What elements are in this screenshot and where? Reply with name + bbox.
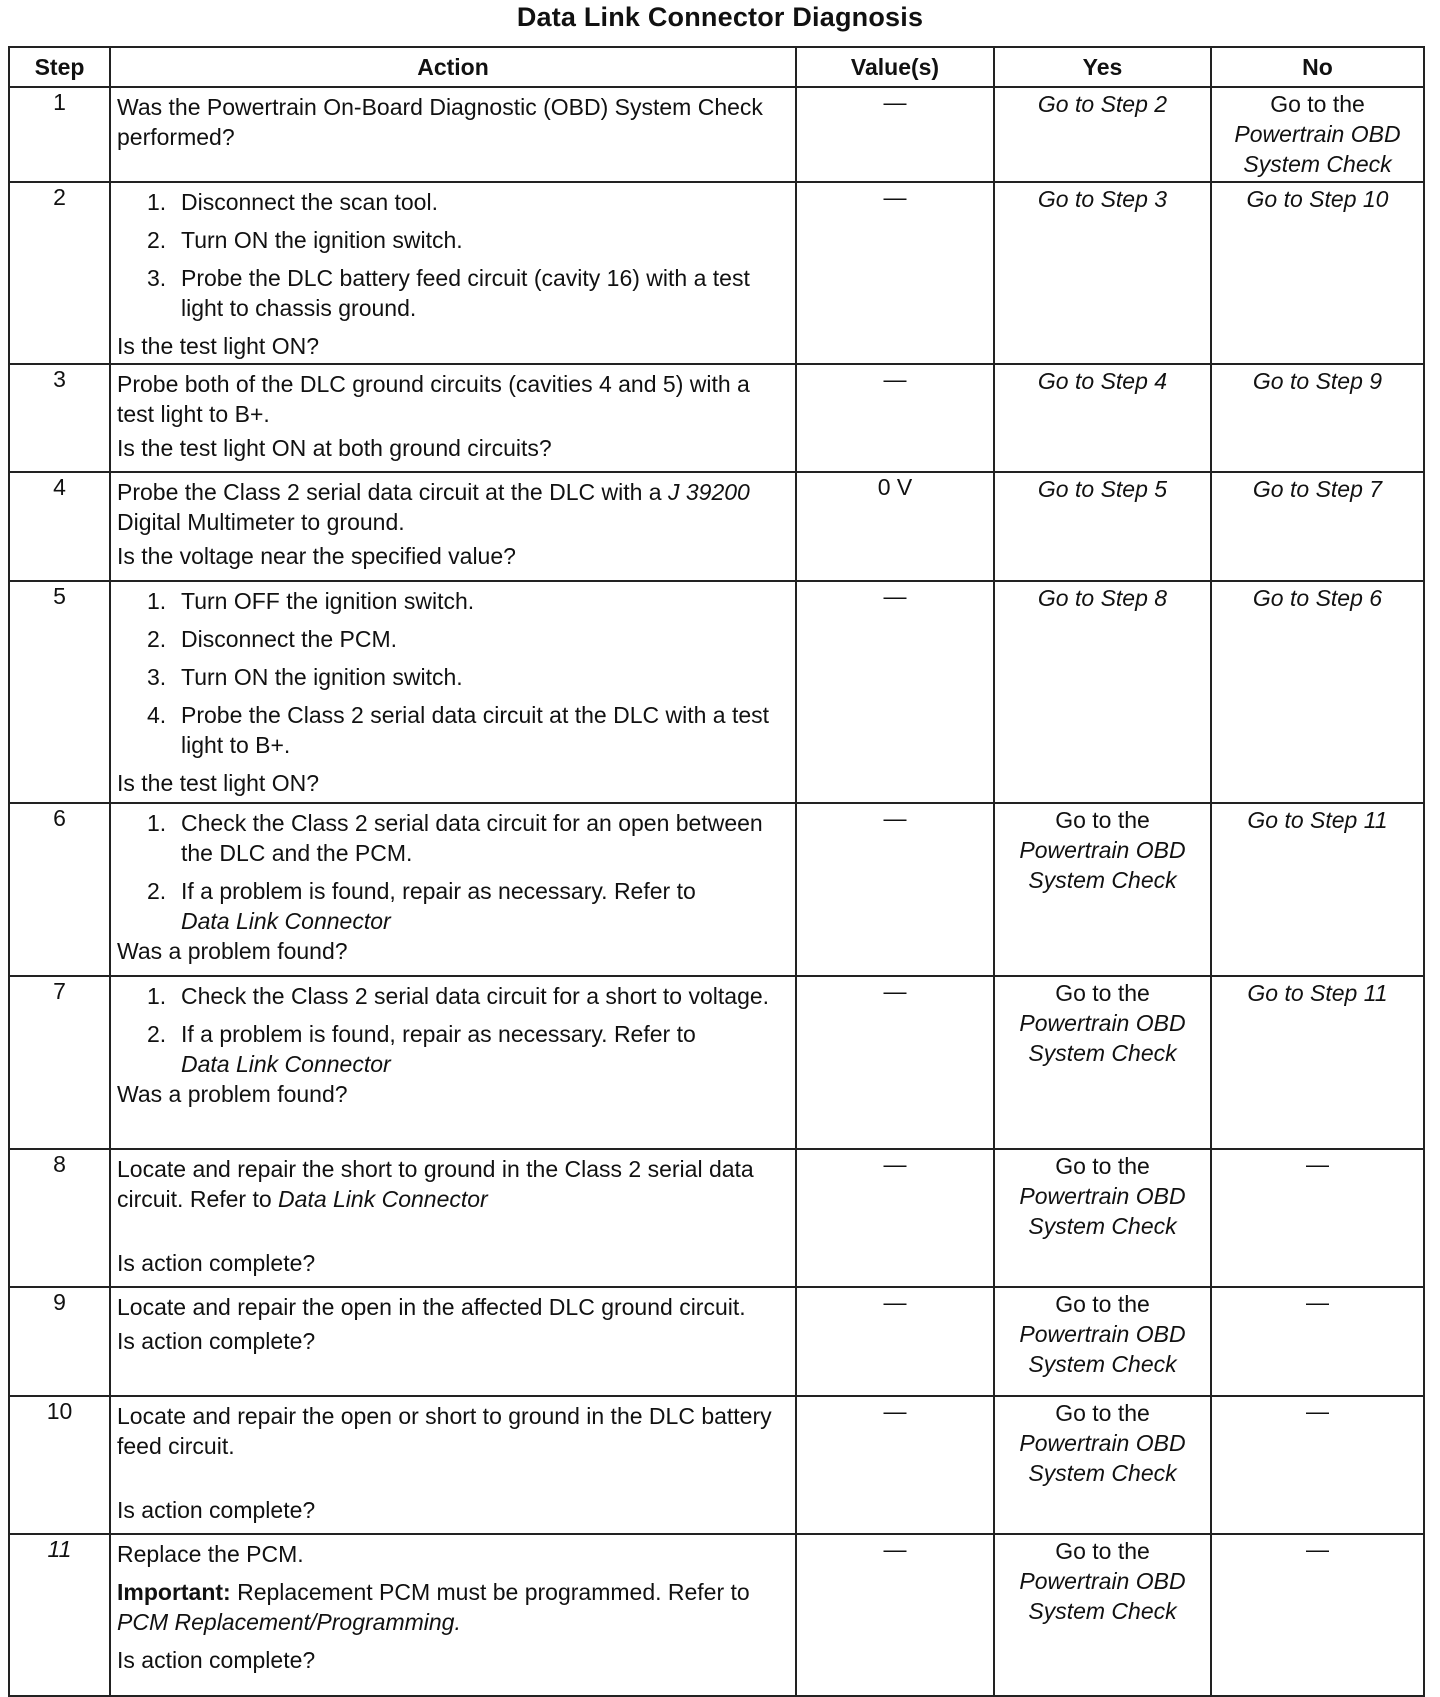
yes-line-3: System Check [1028, 1213, 1177, 1239]
no-cell: — [1211, 1149, 1424, 1287]
action-list-item [147, 876, 789, 936]
no-cell: — [1211, 1534, 1424, 1696]
action-cell [110, 581, 796, 803]
yes-line-2: Powertrain OBD [1019, 1183, 1186, 1209]
action-list-item [147, 662, 789, 692]
item-number: 4. [147, 702, 167, 728]
item-text: Turn ON the ignition switch. [181, 227, 463, 253]
yes-text: Go to Step 5 [1037, 476, 1168, 502]
action-cell [110, 1149, 796, 1287]
header-yes: Yes [994, 47, 1211, 87]
step-number: 4 [9, 472, 110, 581]
action-question: Is the test light ON? [117, 770, 319, 796]
item-number: 1. [147, 810, 167, 836]
action-cell [110, 1534, 796, 1696]
action-list-item [147, 1019, 789, 1079]
item-text: Probe the DLC battery feed circuit (cavity 16) with a test light to chassis ground. [181, 265, 750, 321]
item-number: 2. [147, 1021, 167, 1047]
header-step: Step [9, 47, 110, 87]
action-cell [110, 976, 796, 1149]
no-text: Go to Step 11 [1247, 807, 1388, 833]
header-action: Action [110, 47, 796, 87]
yes-line-1: Go to the [1055, 980, 1150, 1006]
value-cell: 0 V [796, 472, 994, 581]
action-list [117, 586, 789, 760]
yes-line-1: Go to the [1055, 807, 1150, 833]
action-text: Locate and repair the open in the affected DLC ground circuit. [117, 1294, 746, 1320]
no-cell: — [1211, 1287, 1424, 1396]
no-text: Go to Step 9 [1252, 368, 1383, 394]
table-row-step-4 [9, 472, 1424, 581]
action-text-main: Locate and repair the short to ground in the Class 2 serial data circuit. Refer to [117, 1156, 754, 1212]
yes-line-1: Go to the [1055, 1153, 1150, 1179]
yes-line-3: System Check [1028, 1351, 1177, 1377]
item-text: Probe the Class 2 serial data circuit at the DLC with a test light to B+. [181, 702, 770, 758]
yes-cell [994, 472, 1211, 581]
action-list-item [147, 624, 789, 654]
action-list-item [147, 263, 789, 323]
step-number: 1 [9, 87, 110, 182]
action-text: Replace the PCM. [117, 1541, 304, 1567]
item-text: Disconnect the PCM. [181, 626, 398, 652]
step-number: 10 [9, 1396, 110, 1534]
value-cell: — [796, 581, 994, 803]
yes-cell [994, 364, 1211, 472]
step-number: 9 [9, 1287, 110, 1396]
important-label: Important: [117, 1579, 231, 1605]
action-question: Is the test light ON at both ground circuits? [117, 435, 552, 461]
item-number: 1. [147, 983, 167, 1009]
no-text: Go to Step 10 [1246, 186, 1389, 212]
table-row-step-11 [9, 1534, 1424, 1696]
action-cell [110, 1396, 796, 1534]
diagnosis-table [8, 46, 1425, 1697]
table-row-step-8 [9, 1149, 1424, 1287]
action-question: Was a problem found? [117, 1081, 348, 1107]
yes-cell [994, 803, 1211, 976]
step-number: 6 [9, 803, 110, 976]
important-text: Replacement PCM must be programmed. Refer to [237, 1579, 750, 1605]
step-number: 5 [9, 581, 110, 803]
action-cell [110, 87, 796, 182]
no-cell [1211, 87, 1424, 182]
action-reference: Data Link Connector [278, 1186, 488, 1212]
action-list [117, 981, 789, 1079]
tool-name: J 39200 [667, 479, 750, 505]
table-row-step-2 [9, 182, 1424, 364]
important-note [117, 1577, 789, 1637]
no-cell [1211, 581, 1424, 803]
action-text: Probe both of the DLC ground circuits (cavities 4 and 5) with a test light to B+. [117, 371, 750, 427]
table-row-step-10 [9, 1396, 1424, 1534]
table-row-step-7 [9, 976, 1424, 1149]
yes-line-3: System Check [1028, 1460, 1177, 1486]
action-list [117, 187, 789, 323]
action-question: Is action complete? [117, 1250, 316, 1276]
item-text: Check the Class 2 serial data circuit for an open between the DLC and the PCM. [181, 810, 763, 866]
no-text: Go to Step 11 [1247, 980, 1388, 1006]
value-cell: — [796, 1149, 994, 1287]
item-text: Turn OFF the ignition switch. [181, 588, 475, 614]
item-number: 1. [147, 189, 167, 215]
action-question: Is action complete? [117, 1328, 316, 1354]
yes-text: Go to Step 2 [1037, 91, 1168, 117]
action-text: Was the Powertrain On-Board Diagnostic (OBD) System Check performed? [117, 94, 763, 150]
action-question: Was a problem found? [117, 938, 348, 964]
item-reference: Data Link Connector [181, 1051, 391, 1077]
item-text: Check the Class 2 serial data circuit for a short to voltage. [181, 983, 770, 1009]
yes-line-2: Powertrain OBD [1019, 1568, 1186, 1594]
action-question: Is the voltage near the specified value? [117, 543, 516, 569]
action-list-item [147, 187, 789, 217]
item-text: If a problem is found, repair as necessary. Refer to [181, 878, 696, 904]
yes-text: Go to Step 8 [1037, 585, 1168, 611]
no-cell [1211, 182, 1424, 364]
yes-line-2: Powertrain OBD [1019, 1430, 1186, 1456]
yes-text: Go to Step 4 [1037, 368, 1168, 394]
yes-cell [994, 1149, 1211, 1287]
yes-line-2: Powertrain OBD [1019, 1010, 1186, 1036]
item-text: If a problem is found, repair as necessary. Refer to [181, 1021, 696, 1047]
value-cell: — [796, 1396, 994, 1534]
no-cell [1211, 364, 1424, 472]
action-list-item [147, 808, 789, 868]
yes-cell [994, 1287, 1211, 1396]
table-row-step-3 [9, 364, 1424, 472]
yes-line-1: Go to the [1055, 1291, 1150, 1317]
action-list-item [147, 225, 789, 255]
yes-line-3: System Check [1028, 1040, 1177, 1066]
value-cell: — [796, 803, 994, 976]
action-cell [110, 1287, 796, 1396]
yes-line-3: System Check [1028, 1598, 1177, 1624]
header-no: No [1211, 47, 1424, 87]
important-reference: PCM Replacement/Programming. [117, 1609, 461, 1635]
item-number: 2. [147, 227, 167, 253]
no-text: Go to Step 6 [1252, 585, 1383, 611]
value-cell: — [796, 87, 994, 182]
item-number: 3. [147, 265, 167, 291]
item-number: 2. [147, 878, 167, 904]
value-cell: — [796, 976, 994, 1149]
table-row-step-5 [9, 581, 1424, 803]
yes-cell [994, 182, 1211, 364]
step-number: 8 [9, 1149, 110, 1287]
yes-cell [994, 1534, 1211, 1696]
action-list [117, 808, 789, 936]
no-cell: — [1211, 1396, 1424, 1534]
no-line-3: System Check [1243, 151, 1392, 177]
action-question: Is action complete? [117, 1647, 316, 1673]
step-number: 7 [9, 976, 110, 1149]
yes-text: Go to Step 3 [1037, 186, 1168, 212]
item-text: Disconnect the scan tool. [181, 189, 438, 215]
value-cell: — [796, 364, 994, 472]
table-row-step-6 [9, 803, 1424, 976]
action-text [117, 477, 789, 537]
action-list-item [147, 586, 789, 616]
item-reference: Data Link Connector [181, 908, 391, 934]
action-cell [110, 472, 796, 581]
no-cell [1211, 472, 1424, 581]
item-number: 1. [147, 588, 167, 614]
action-text: Locate and repair the open or short to ground in the DLC battery feed circuit. [117, 1403, 772, 1459]
yes-line-1: Go to the [1055, 1538, 1150, 1564]
action-question: Is action complete? [117, 1497, 316, 1523]
yes-line-3: System Check [1028, 867, 1177, 893]
no-cell [1211, 976, 1424, 1149]
action-list-item [147, 981, 789, 1011]
yes-cell [994, 87, 1211, 182]
item-number: 2. [147, 626, 167, 652]
action-text [117, 1154, 789, 1214]
yes-line-2: Powertrain OBD [1019, 837, 1186, 863]
action-text-post: Digital Multimeter to ground. [117, 509, 405, 535]
item-number: 3. [147, 664, 167, 690]
action-text-pre: Probe the Class 2 serial data circuit at the DLC with a [117, 479, 662, 505]
no-cell [1211, 803, 1424, 976]
action-cell [110, 182, 796, 364]
no-line-2: Powertrain OBD [1234, 121, 1401, 147]
step-number: 3 [9, 364, 110, 472]
step-number: 11 [9, 1534, 110, 1696]
action-question: Is the test light ON? [117, 333, 319, 359]
table-row-step-1 [9, 87, 1424, 182]
table-row-step-9 [9, 1287, 1424, 1396]
action-cell [110, 364, 796, 472]
no-text: Go to Step 7 [1252, 476, 1383, 502]
header-values: Value(s) [796, 47, 994, 87]
value-cell: — [796, 182, 994, 364]
yes-line-1: Go to the [1055, 1400, 1150, 1426]
step-number: 2 [9, 182, 110, 364]
yes-cell [994, 1396, 1211, 1534]
yes-line-2: Powertrain OBD [1019, 1321, 1186, 1347]
yes-cell [994, 976, 1211, 1149]
value-cell: — [796, 1534, 994, 1696]
table-header-row [9, 47, 1424, 87]
item-text: Turn ON the ignition switch. [181, 664, 463, 690]
yes-cell [994, 581, 1211, 803]
value-cell: — [796, 1287, 994, 1396]
no-line-1: Go to the [1270, 91, 1365, 117]
action-cell [110, 803, 796, 976]
document-title: Data Link Connector Diagnosis [516, 2, 924, 32]
action-list-item [147, 700, 789, 760]
